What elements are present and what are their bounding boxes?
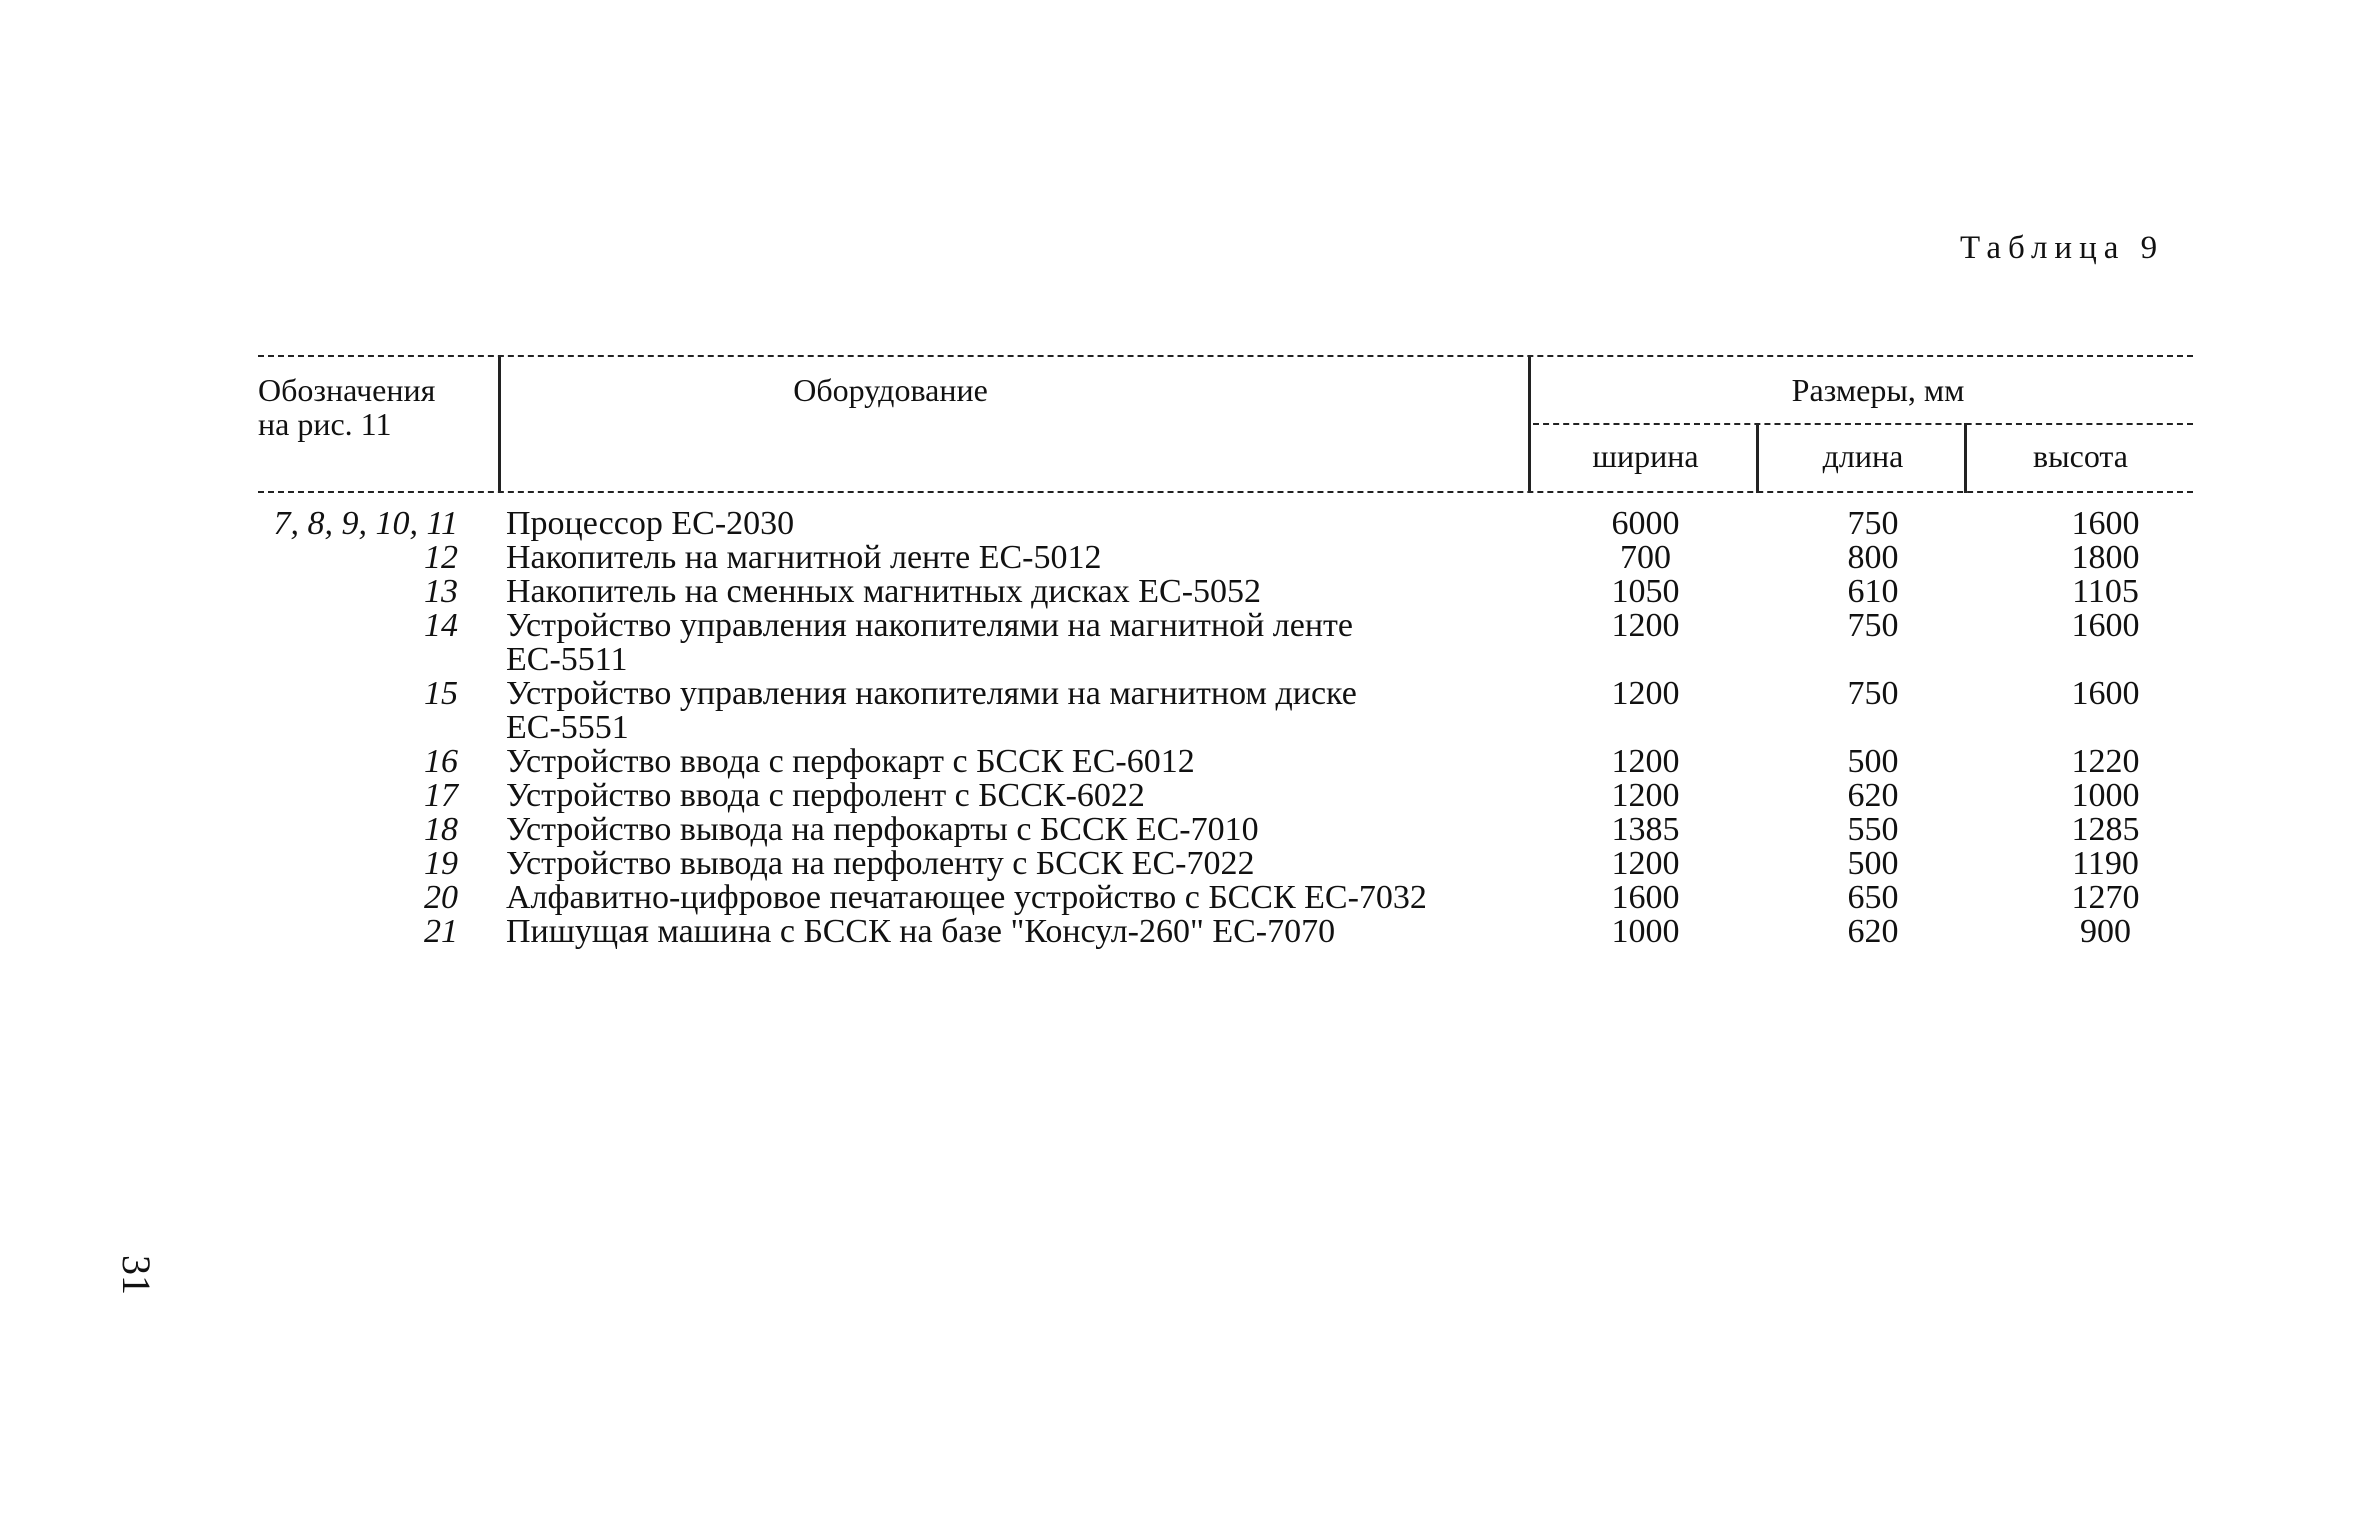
row-width: 1200	[1611, 743, 1680, 780]
row-height: 1600	[2071, 675, 2140, 712]
row-height: 1285	[2071, 811, 2140, 848]
row-designation: 19	[424, 845, 458, 882]
row-height: 1600	[2071, 607, 2140, 644]
row-equipment: Накопитель на сменных магнитных дисках ЕС-5052	[506, 573, 1262, 610]
row-length: 500	[1847, 743, 1899, 780]
header-sizes: Размеры, мм	[1791, 372, 1965, 408]
table-row	[258, 575, 2193, 609]
row-length: 750	[1847, 675, 1899, 712]
row-equipment	[506, 609, 1541, 677]
row-designation: 7, 8, 9, 10, 11	[273, 505, 458, 542]
row-width: 1200	[1611, 777, 1680, 814]
header-middle-rule	[1533, 423, 2193, 425]
header-designation-line1: Обозначения	[258, 372, 436, 408]
table-row	[258, 847, 2193, 881]
table-row	[258, 609, 2193, 677]
row-equipment-line2: ЕС-5551	[506, 709, 629, 746]
header-top-rule	[258, 355, 2193, 357]
row-equipment: Устройство ввода с перфокарт с БССК ЕС-6012	[506, 743, 1195, 780]
row-equipment: Накопитель на магнитной ленте ЕС-5012	[506, 539, 1102, 576]
row-width: 1050	[1611, 573, 1680, 610]
table-row	[258, 507, 2193, 541]
table-caption: Таблица 9	[1960, 230, 2165, 266]
row-height: 1600	[2071, 505, 2140, 542]
row-equipment-line1: Устройство управления накопителями на магнитном диске	[506, 675, 1357, 712]
page-number: 31	[114, 1255, 159, 1295]
row-designation: 17	[424, 777, 458, 814]
table-row	[258, 779, 2193, 813]
row-length: 650	[1847, 879, 1899, 916]
table-row	[258, 541, 2193, 575]
row-equipment: Устройство ввода с перфолент с БССК-6022	[506, 777, 1145, 814]
row-width: 700	[1620, 539, 1671, 576]
row-height: 1105	[2072, 573, 2139, 610]
row-width: 1200	[1611, 845, 1680, 882]
row-length: 800	[1847, 539, 1899, 576]
row-width: 1200	[1611, 607, 1680, 644]
row-length: 620	[1847, 913, 1899, 950]
row-equipment	[506, 677, 1541, 745]
header-width: ширина	[1592, 438, 1699, 474]
header-equipment: Оборудование	[793, 372, 988, 408]
table-row	[258, 745, 2193, 779]
header-divider-2	[1528, 355, 1531, 493]
row-length: 750	[1847, 505, 1899, 542]
row-designation: 16	[424, 743, 458, 780]
row-width: 1200	[1611, 675, 1680, 712]
table-row	[258, 813, 2193, 847]
row-designation: 15	[424, 675, 458, 712]
table-header	[258, 355, 2193, 493]
row-equipment: Алфавитно-цифровое печатающее устройство с БССК ЕС-7032	[506, 879, 1427, 916]
row-height: 900	[2080, 913, 2131, 950]
row-equipment: Процессор ЕС-2030	[506, 505, 795, 542]
row-designation: 20	[424, 879, 458, 916]
row-length: 550	[1847, 811, 1899, 848]
row-designation: 12	[424, 539, 458, 576]
row-height: 1190	[2072, 845, 2139, 882]
row-height: 1800	[2071, 539, 2140, 576]
row-designation: 18	[424, 811, 458, 848]
row-equipment-line1: Устройство управления накопителями на магнитной ленте	[506, 607, 1353, 644]
table-row	[258, 915, 2193, 949]
row-equipment-line2: ЕС-5511	[506, 641, 628, 678]
row-width: 6000	[1611, 505, 1680, 542]
header-bottom-rule	[258, 491, 2193, 493]
row-equipment: Устройство вывода на перфоленту с БССК ЕС-7022	[506, 845, 1255, 882]
row-designation: 21	[424, 913, 458, 950]
header-length: длина	[1822, 438, 1904, 474]
equipment-dimensions-table	[258, 355, 2193, 949]
header-divider-1	[498, 355, 501, 493]
row-height: 1000	[2071, 777, 2140, 814]
header-height: высота	[2033, 438, 2128, 474]
row-equipment: Пишущая машина с БССК на базе "Консул-260" ЕС-7070	[506, 913, 1336, 950]
row-designation: 13	[424, 573, 458, 610]
header-designation	[258, 373, 498, 441]
table-body	[258, 507, 2193, 949]
row-length: 610	[1847, 573, 1899, 610]
row-length: 500	[1847, 845, 1899, 882]
table-row	[258, 677, 2193, 745]
row-width: 1000	[1611, 913, 1680, 950]
row-length: 750	[1847, 607, 1899, 644]
row-length: 620	[1847, 777, 1899, 814]
header-designation-line2: на рис. 11	[258, 406, 392, 442]
row-height: 1220	[2071, 743, 2140, 780]
row-height: 1270	[2071, 879, 2140, 916]
row-width: 1600	[1611, 879, 1680, 916]
row-designation: 14	[424, 607, 458, 644]
row-width: 1385	[1611, 811, 1680, 848]
row-equipment: Устройство вывода на перфокарты с БССК ЕС-7010	[506, 811, 1259, 848]
table-row	[258, 881, 2193, 915]
